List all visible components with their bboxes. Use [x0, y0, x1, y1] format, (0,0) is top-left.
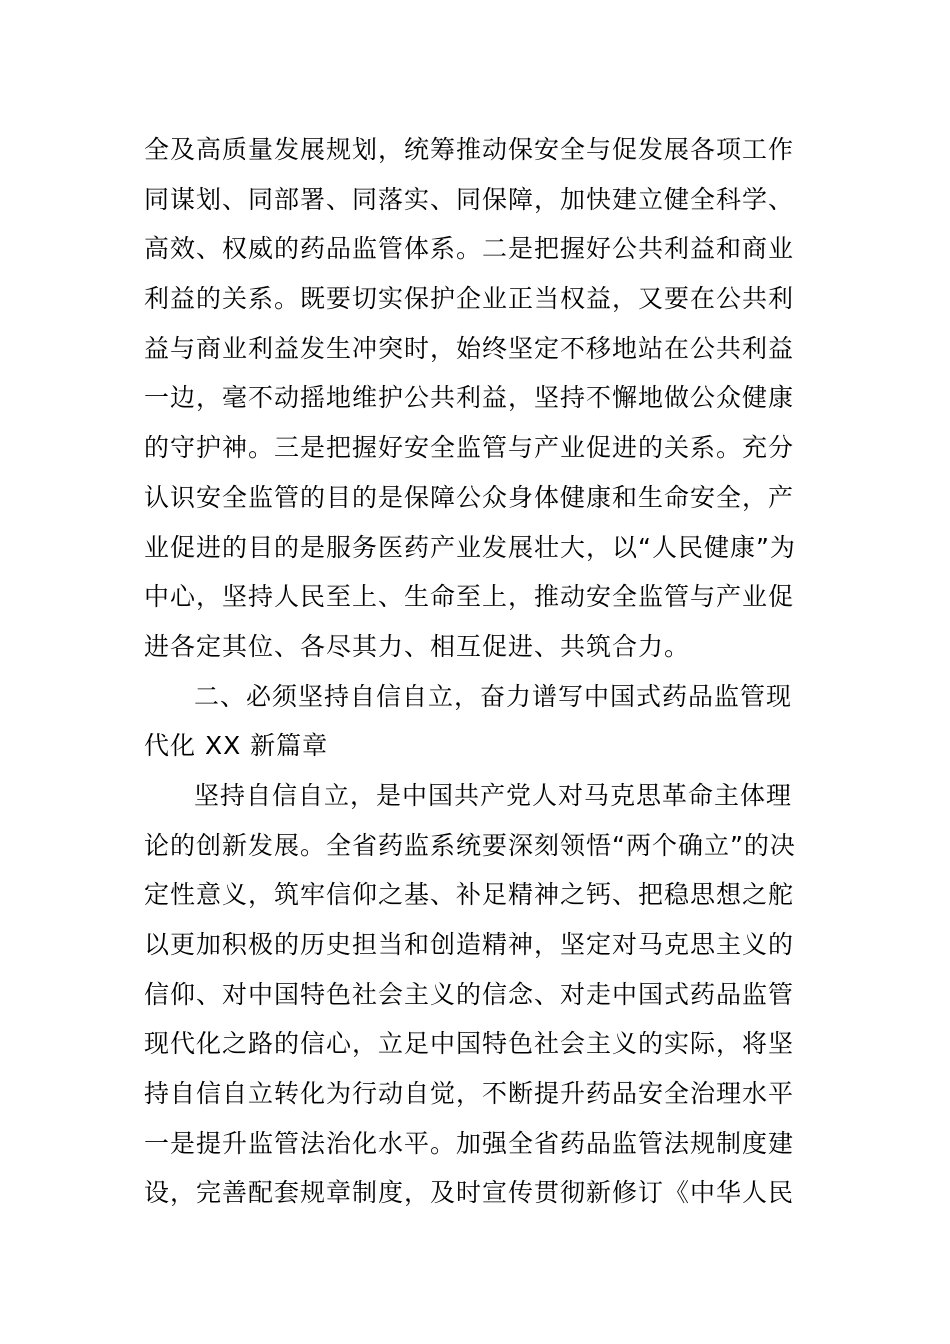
text-line: 同谋划、同部署、同落实、同保障，加快建立健全科学、 — [144, 184, 795, 214]
section-heading-continued: 代化 XX 新篇章 — [144, 731, 329, 761]
text-line: 定性意义，筑牢信仰之基、补足精神之钙、把稳思想之舵 — [144, 880, 795, 910]
text-line: 以更加积极的历史担当和创造精神，坚定对马克思主义的 — [144, 930, 795, 959]
text-line: 认识安全监管的目的是保障公众身体健康和生命安全，产 — [144, 482, 795, 512]
text-line: 设，完善配套规章制度，及时宣传贯彻新修订《中华人民 — [144, 1178, 795, 1208]
text-line: 持自信自立转化为行动自觉，不断提升药品安全治理水平 — [144, 1079, 795, 1109]
section-heading: 二、必须坚持自信自立，奋力谱写中国式药品监管现 — [194, 681, 793, 711]
text-line: 进各定其位、各尽其力、相互促进、共筑合力。 — [144, 631, 691, 661]
text-line: 利益的关系。既要切实保护企业正当权益，又要在公共利 — [144, 284, 795, 314]
text-line: 业促进的目的是服务医药产业发展壮大，以“人民健康”为 — [144, 532, 796, 562]
body-text — [144, 125, 824, 1218]
text-line: 一边，毫不动摇地维护公共利益，坚持不懈地做公众健康 — [144, 383, 795, 413]
text-line: 全及高质量发展规划，统筹推动保安全与促发展各项工作 — [144, 135, 795, 164]
text-line: 中心，坚持人民至上、生命至上，推动安全监管与产业促 — [144, 582, 795, 612]
text-line: 益与商业利益发生冲突时，始终坚定不移地站在公共利益 — [144, 333, 795, 363]
text-line: 一是提升监管法治化水平。加强全省药品监管法规制度建 — [144, 1128, 795, 1158]
text-line: 论的创新发展。全省药监系统要深刻领悟“两个确立”的决 — [144, 830, 796, 860]
text-line: 信仰、对中国特色社会主义的信念、对走中国式药品监管 — [144, 979, 795, 1009]
text-line: 现代化之路的信心，立足中国特色社会主义的实际，将坚 — [144, 1029, 795, 1059]
text-line: 高效、权威的药品监管体系。二是把握好公共利益和商业 — [144, 234, 795, 264]
text-line: 的守护神。三是把握好安全监管与产业促进的关系。充分 — [144, 433, 795, 463]
paragraph-start: 坚持自信自立，是中国共产党人对马克思革命主体理 — [194, 780, 793, 810]
